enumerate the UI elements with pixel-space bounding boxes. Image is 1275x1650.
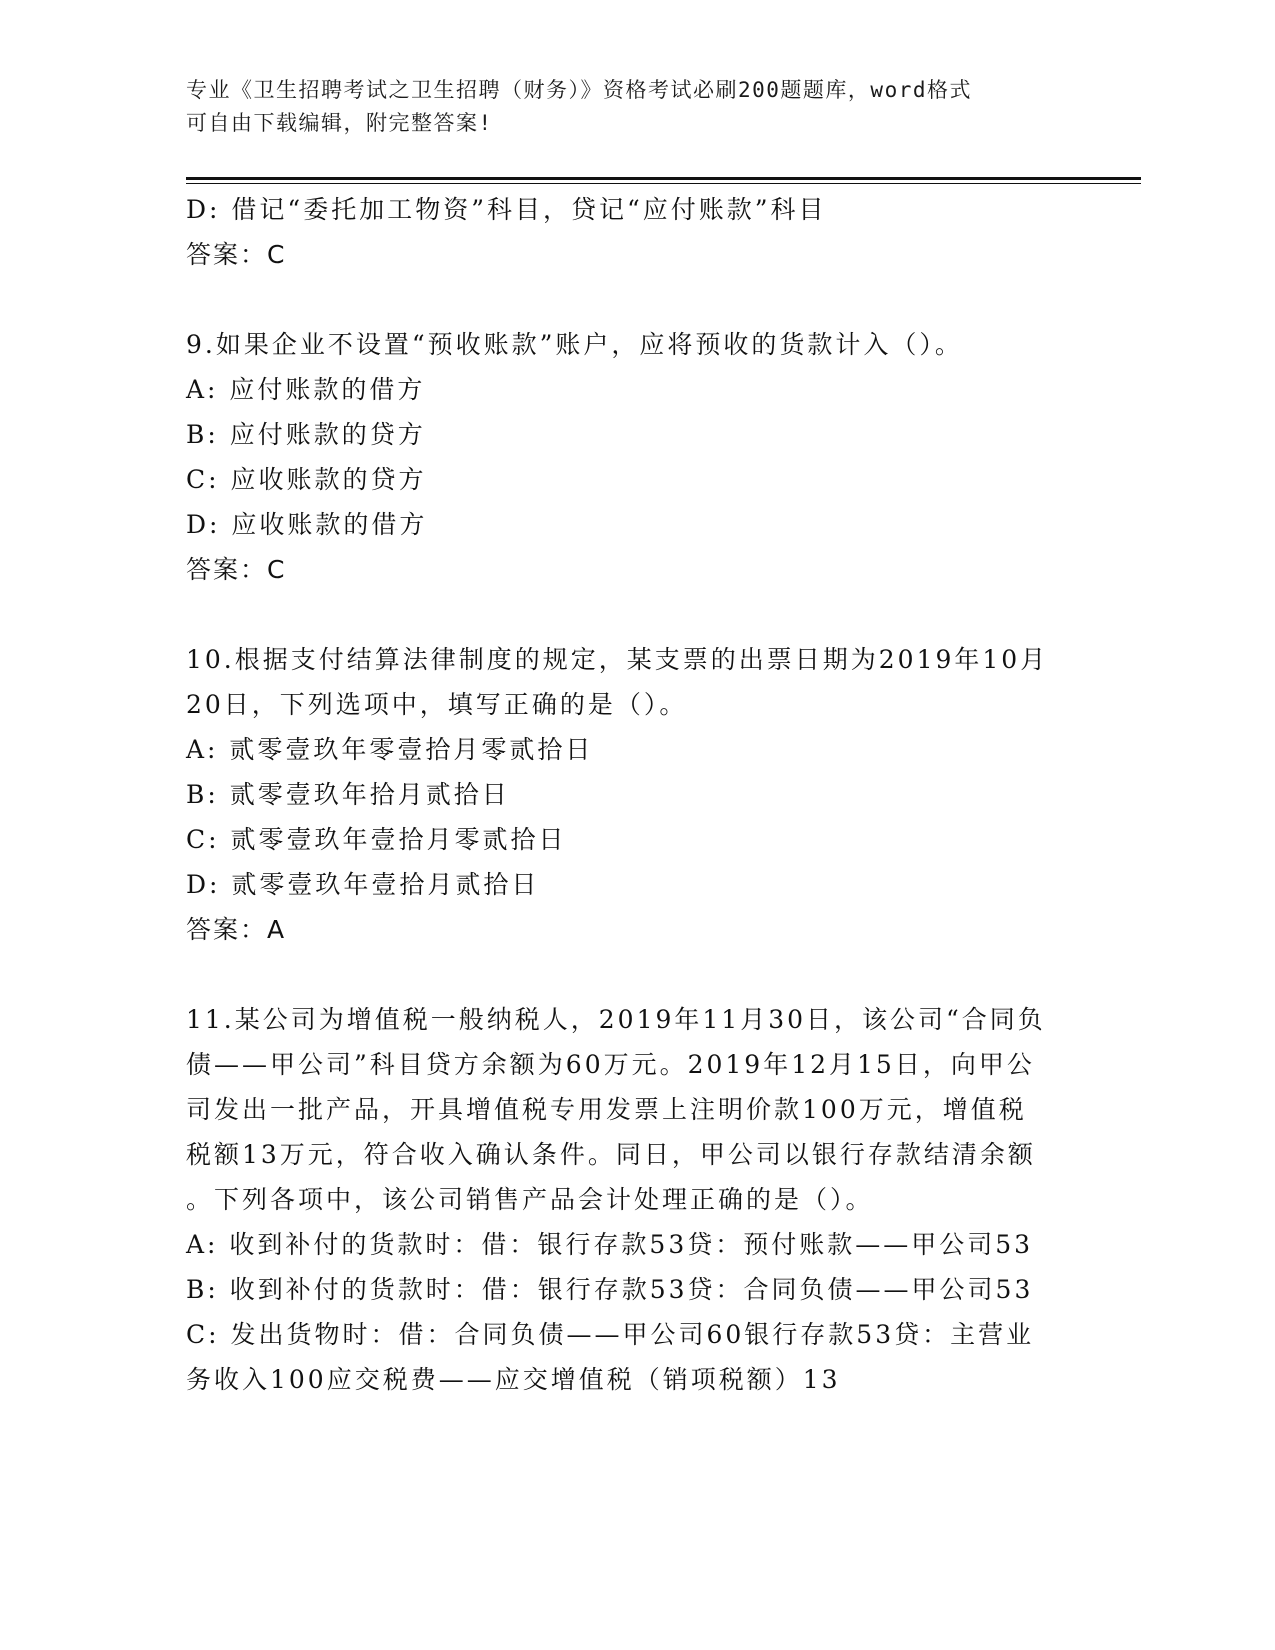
header-line-1: 专业《卫生招聘考试之卫生招聘（财务）》资格考试必刷200题题库，word格式 <box>186 78 972 102</box>
option-a: A: 应付账款的借方 <box>186 375 426 404</box>
page-content <box>186 187 1076 1402</box>
question-text-line-1: 10.根据支付结算法律制度的规定，某支票的出票日期为2019年10月 <box>186 645 1049 674</box>
question-text-line-1: 11.某公司为增值税一般纳税人，2019年11月30日，该公司“合同负 <box>186 1005 1046 1034</box>
option-c-line-1: C: 发出货物时：借：合同负债——甲公司60银行存款53贷：主营业 <box>186 1320 1035 1349</box>
option-c: C: 应收账款的贷方 <box>186 465 427 494</box>
question-text-line-2: 20日，下列选项中，填写正确的是（）。 <box>186 690 688 719</box>
question-text-line-2: 债——甲公司”科目贷方余额为60万元。2019年12月15日，向甲公 <box>186 1050 1035 1079</box>
answer: 答案：C <box>186 240 287 269</box>
question-8 <box>186 187 1076 277</box>
question-text-line-5: 。下列各项中，该公司销售产品会计处理正确的是（）。 <box>186 1185 874 1214</box>
answer: 答案：A <box>186 915 287 944</box>
document-header <box>186 74 1066 140</box>
header-divider-thin <box>186 183 1141 184</box>
option-a: A: 收到补付的货款时：借：银行存款53贷：预付账款——甲公司53 <box>186 1230 1034 1259</box>
option-c: C: 贰零壹玖年壹拾月零贰拾日 <box>186 825 567 854</box>
header-divider-thick <box>186 177 1141 180</box>
question-text-line-3: 司发出一批产品，开具增值税专用发票上注明价款100万元，增值税 <box>186 1095 1027 1124</box>
question-text: 9.如果企业不设置“预收账款”账户，应将预收的货款计入（）。 <box>186 330 963 359</box>
header-line-2: 可自由下载编辑，附完整答案! <box>186 111 493 135</box>
option-d: D: 贰零壹玖年壹拾月贰拾日 <box>186 870 540 899</box>
question-9 <box>186 322 1076 592</box>
option-b: B: 收到补付的货款时：借：银行存款53贷：合同负债——甲公司53 <box>186 1275 1034 1304</box>
question-10 <box>186 637 1076 952</box>
option-b: B: 应付账款的贷方 <box>186 420 426 449</box>
option-b: B: 贰零壹玖年拾月贰拾日 <box>186 780 510 809</box>
spacer <box>186 952 1076 997</box>
option-d: D: 借记“委托加工物资”科目，贷记“应付账款”科目 <box>186 195 827 224</box>
option-c-line-2: 务收入100应交税费——应交增值税（销项税额）13 <box>186 1365 841 1394</box>
spacer <box>186 592 1076 637</box>
option-a: A: 贰零壹玖年零壹拾月零贰拾日 <box>186 735 594 764</box>
option-d: D: 应收账款的借方 <box>186 510 428 539</box>
answer: 答案：C <box>186 555 287 584</box>
question-text-line-4: 税额13万元，符合收入确认条件。同日，甲公司以银行存款结清余额 <box>186 1140 1036 1169</box>
spacer <box>186 277 1076 322</box>
question-11 <box>186 997 1076 1402</box>
